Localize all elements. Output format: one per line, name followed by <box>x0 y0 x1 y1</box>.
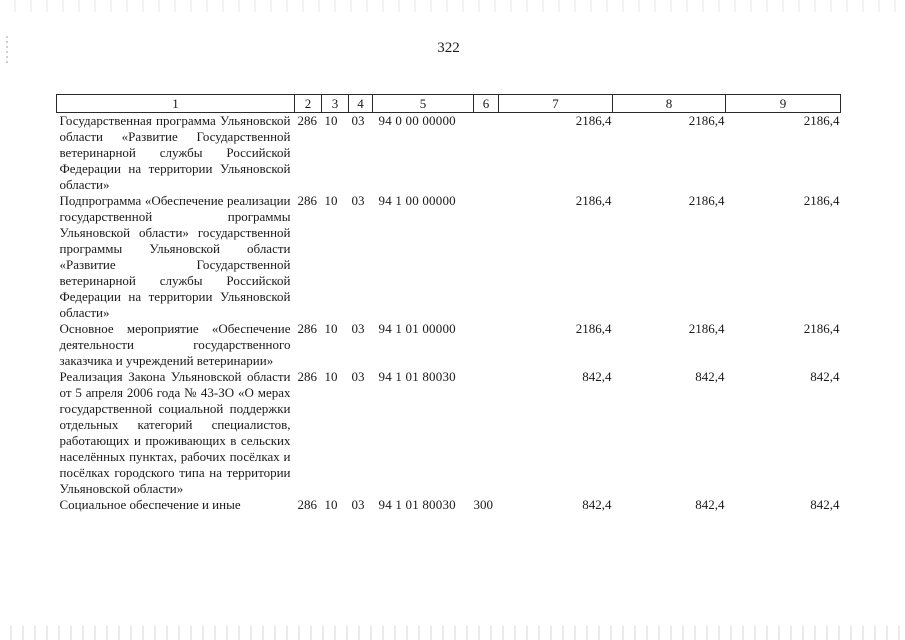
header-col-6: 6 <box>474 95 499 113</box>
row-name: Социальное обеспечение и иные <box>59 497 241 512</box>
header-col-7: 7 <box>499 95 613 113</box>
row-amount-year1: 842,4 <box>582 369 612 384</box>
scan-artifact-top <box>0 0 905 12</box>
scan-artifact-bottom <box>0 626 905 640</box>
row-amount-year3: 842,4 <box>810 369 840 384</box>
row-rz: 10 <box>324 321 338 336</box>
row-csr: 94 1 01 00000 <box>378 321 456 336</box>
row-csr: 94 0 00 00000 <box>378 113 456 128</box>
table-row <box>57 193 841 321</box>
row-rz: 10 <box>324 193 338 208</box>
table-row <box>57 321 841 369</box>
row-pr: 03 <box>351 113 365 128</box>
table-row <box>57 113 841 194</box>
table-body <box>57 113 841 514</box>
row-name: Государственная программа Ульяновской области «Развитие Государственной ветеринарной службы Российской Федерации на территории Ульяновской области» <box>59 113 291 192</box>
row-amount-year3: 842,4 <box>810 497 840 512</box>
row-rz: 10 <box>324 369 338 384</box>
table-header <box>57 95 841 113</box>
row-pr: 03 <box>351 497 365 512</box>
row-amount-year3: 2186,4 <box>803 193 840 208</box>
row-grbs: 286 <box>297 497 317 512</box>
row-amount-year2: 842,4 <box>695 369 725 384</box>
table-row <box>57 369 841 497</box>
header-col-5: 5 <box>373 95 474 113</box>
row-vr <box>474 193 499 321</box>
header-col-1: 1 <box>57 95 295 113</box>
row-name: Подпрограмма «Обеспечение реализации государственной программы Ульяновской области» государственной программы Ульяновской области «Развитие Государственной ветеринарной службы Российской Федерации на территории Ульяновской области» <box>59 193 291 320</box>
row-pr: 03 <box>351 193 365 208</box>
row-pr: 03 <box>351 321 365 336</box>
row-grbs: 286 <box>297 193 317 208</box>
row-vr <box>474 113 499 194</box>
row-csr: 94 1 00 00000 <box>378 193 456 208</box>
row-csr: 94 1 01 80030 <box>378 497 456 512</box>
row-amount-year1: 842,4 <box>582 497 612 512</box>
row-amount-year2: 2186,4 <box>688 321 725 336</box>
row-rz: 10 <box>324 497 338 512</box>
row-amount-year2: 842,4 <box>695 497 725 512</box>
row-amount-year3: 2186,4 <box>803 321 840 336</box>
header-col-3: 3 <box>322 95 349 113</box>
row-rz: 10 <box>324 113 338 128</box>
row-name: Реализация Закона Ульяновской области от 5 апреля 2006 года № 43-ЗО «О мерах государственной социальной поддержки отдельных категорий специалистов, работающих и проживающих в сельских населённых пунктах, рабочих посёлках и посёлках городского типа на территории Ульяновской области» <box>59 369 291 496</box>
header-col-8: 8 <box>613 95 726 113</box>
row-amount-year1: 2186,4 <box>575 113 612 128</box>
row-csr: 94 1 01 80030 <box>378 369 456 384</box>
header-col-4: 4 <box>349 95 373 113</box>
row-name: Основное мероприятие «Обеспечение деятельности государственного заказчика и учреждений ветеринарии» <box>59 321 291 368</box>
row-pr: 03 <box>351 369 365 384</box>
table-row <box>57 497 841 513</box>
header-col-2: 2 <box>295 95 322 113</box>
row-amount-year2: 2186,4 <box>688 113 725 128</box>
budget-table <box>56 94 841 513</box>
row-grbs: 286 <box>297 369 317 384</box>
row-amount-year2: 2186,4 <box>688 193 725 208</box>
row-grbs: 286 <box>297 113 317 128</box>
page-number: 322 <box>437 40 460 56</box>
row-amount-year1: 2186,4 <box>575 321 612 336</box>
row-vr: 300 <box>473 497 493 512</box>
row-amount-year1: 2186,4 <box>575 193 612 208</box>
header-row <box>57 95 841 113</box>
header-col-9: 9 <box>726 95 841 113</box>
row-grbs: 286 <box>297 321 317 336</box>
row-vr <box>474 321 499 369</box>
row-vr <box>474 369 499 497</box>
row-amount-year3: 2186,4 <box>803 113 840 128</box>
